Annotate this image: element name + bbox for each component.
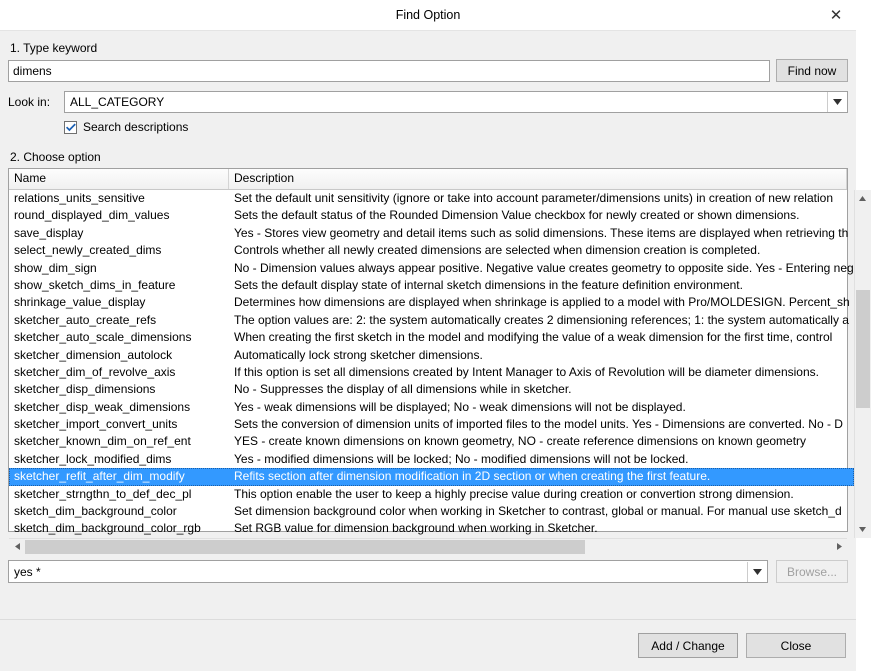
search-descriptions-row[interactable] xyxy=(64,120,848,134)
cell-description: No - Dimension values always appear positive. Negative value creates geometry to opposite side. Yes - Entering neg xyxy=(234,260,854,275)
cell-description: Yes - weak dimensions will be displayed; No - weak dimensions will not be displayed. xyxy=(234,399,686,414)
cell-description: Yes - modified dimensions will be locked; No - modified dimensions will not be locked. xyxy=(234,451,689,466)
table-row[interactable] xyxy=(9,520,854,537)
cell-name: sketcher_dim_of_revolve_axis xyxy=(14,364,176,379)
cell-name: show_sketch_dims_in_feature xyxy=(14,277,176,292)
table-row[interactable] xyxy=(9,433,854,450)
close-button[interactable]: Close xyxy=(746,633,846,658)
table-row[interactable] xyxy=(9,451,854,468)
look-in-combobox[interactable] xyxy=(64,91,848,113)
cell-description: No - Suppresses the display of all dimensions while in sketcher. xyxy=(234,382,572,397)
column-header-description[interactable]: Description xyxy=(229,169,847,189)
keyword-row xyxy=(8,59,848,82)
table-header xyxy=(9,169,847,190)
table-row[interactable] xyxy=(9,347,854,364)
cell-name: save_display xyxy=(14,225,84,240)
cell-description: Automatically lock strong sketcher dimensions. xyxy=(234,347,483,362)
set-value-combobox[interactable] xyxy=(8,560,768,583)
cell-name: sketcher_strngthn_to_def_dec_pl xyxy=(14,486,192,501)
cell-name: select_newly_created_dims xyxy=(14,243,162,258)
step-1-label: 1. Type keyword xyxy=(10,41,98,55)
table-row[interactable] xyxy=(9,260,854,277)
cell-name: sketcher_import_convert_units xyxy=(14,417,178,432)
options-table xyxy=(8,168,854,536)
table-row[interactable] xyxy=(9,329,854,346)
cell-description: Controls whether all newly created dimensions are selected when dimension creation is completed. xyxy=(234,243,761,258)
table-row[interactable] xyxy=(9,294,854,311)
cell-name: sketcher_lock_modified_dims xyxy=(14,451,172,466)
table-row[interactable] xyxy=(9,277,854,294)
table-row[interactable] xyxy=(9,381,854,398)
cell-name: shrinkage_value_display xyxy=(14,295,146,310)
close-icon[interactable]: ✕ xyxy=(829,7,843,24)
page-title: Find Option xyxy=(395,8,461,22)
cell-name: sketcher_known_dim_on_ref_ent xyxy=(14,434,191,449)
cell-description: Yes - Stores view geometry and detail items such as solid dimensions. These items are displayed when retrieving th xyxy=(234,225,849,240)
cell-description: Set the default unit sensitivity (ignore or take into account parameter/dimensions units) in creation of new relation xyxy=(234,191,833,205)
scroll-down-icon[interactable] xyxy=(855,522,871,538)
step-2-label: 2. Choose option xyxy=(10,150,101,164)
cell-description: Set RGB value for dimension background when working in Sketcher. xyxy=(234,521,598,536)
vertical-scrollbar[interactable] xyxy=(854,190,871,538)
search-descriptions-checkbox[interactable] xyxy=(64,121,77,134)
cell-description: Sets the conversion of dimension units of imported files to the model units. Yes - Dimensions are converted. No - D xyxy=(234,417,843,432)
find-now-button[interactable]: Find now xyxy=(776,59,848,82)
scroll-up-icon[interactable] xyxy=(855,190,871,206)
dialog-content xyxy=(0,31,856,619)
cell-name: sketcher_auto_create_refs xyxy=(14,312,157,327)
chevron-down-icon[interactable] xyxy=(747,562,767,582)
cell-description: Refits section after dimension modification in 2D section or when creating the first feature. xyxy=(234,469,711,484)
cell-name: relations_units_sensitive xyxy=(14,191,145,205)
dialog-footer xyxy=(0,619,856,671)
cell-name: sketcher_auto_scale_dimensions xyxy=(14,330,192,345)
cell-description: YES - create known dimensions on known geometry, NO - create reference dimensions on known geometry xyxy=(234,434,807,449)
table-row[interactable] xyxy=(9,190,854,207)
cell-name: round_displayed_dim_values xyxy=(14,208,170,223)
title-bar xyxy=(0,0,856,31)
horizontal-scroll-thumb[interactable] xyxy=(25,540,585,554)
vertical-scroll-thumb[interactable] xyxy=(856,290,870,408)
table-row[interactable] xyxy=(9,416,854,433)
cell-description: This option enable the user to keep a highly precise value during creation or convertion strong dimension. xyxy=(234,486,794,501)
cell-description: When creating the first sketch in the model and modifying the value of a weak dimension for the first time, control xyxy=(234,330,833,345)
scroll-right-icon[interactable] xyxy=(831,539,847,555)
table-row[interactable] xyxy=(9,242,854,259)
cell-name: sketch_dim_background_color xyxy=(14,504,177,519)
look-in-row xyxy=(8,91,848,113)
look-in-value: ALL_CATEGORY xyxy=(70,95,165,109)
cell-name: show_dim_sign xyxy=(14,260,97,275)
cell-description: If this option is set all dimensions created by Intent Manager to Axis of Revolution will be diameter dimensions. xyxy=(234,364,819,379)
scroll-left-icon[interactable] xyxy=(9,539,25,555)
cell-name: sketcher_dimension_autolock xyxy=(14,347,173,362)
horizontal-scrollbar[interactable] xyxy=(9,538,847,555)
table-row[interactable] xyxy=(9,503,854,520)
keyword-input[interactable] xyxy=(8,60,770,82)
cell-description: Determines how dimensions are displayed when shrinkage is applied to a model with Pro/MOLDESIGN. Percent_sh xyxy=(234,295,850,310)
table-rows xyxy=(9,190,854,538)
look-in-label: Look in: xyxy=(8,95,51,109)
search-descriptions-label: Search descriptions xyxy=(83,120,189,134)
cell-description: Sets the default display state of internal sketch dimensions in the feature definition environment. xyxy=(234,277,743,292)
set-value-text: yes * xyxy=(14,564,41,579)
cell-name: sketch_dim_background_color_rgb xyxy=(14,521,201,536)
check-icon xyxy=(66,123,76,132)
table-row[interactable] xyxy=(9,468,854,485)
column-header-name[interactable]: Name xyxy=(9,169,229,189)
cell-name: sketcher_disp_weak_dimensions xyxy=(14,399,191,414)
table-body-area xyxy=(9,190,854,538)
table-row[interactable] xyxy=(9,207,854,224)
chevron-down-icon[interactable] xyxy=(827,92,847,112)
table-row[interactable] xyxy=(9,399,854,416)
cell-description: The option values are: 2: the system automatically creates 2 dimensioning references; 1: the system automatically a xyxy=(234,312,849,327)
table-row[interactable] xyxy=(9,364,854,381)
cell-description: Set dimension background color when working in Sketcher to contrast, global or manual. For manual use sketch_d xyxy=(234,504,842,519)
add-change-button[interactable]: Add / Change xyxy=(638,633,738,658)
browse-button[interactable]: Browse... xyxy=(776,560,848,583)
set-value-row xyxy=(8,560,848,583)
vertical-scroll-track[interactable] xyxy=(855,206,871,522)
horizontal-scroll-track[interactable] xyxy=(25,539,831,555)
cell-description: Sets the default status of the Rounded Dimension Value checkbox for newly created or shown dimensions. xyxy=(234,208,800,223)
cell-name: sketcher_disp_dimensions xyxy=(14,382,156,397)
cell-name: sketcher_refit_after_dim_modify xyxy=(14,469,185,484)
table-row[interactable] xyxy=(9,486,854,503)
table-row[interactable] xyxy=(9,225,854,242)
table-row[interactable] xyxy=(9,312,854,329)
